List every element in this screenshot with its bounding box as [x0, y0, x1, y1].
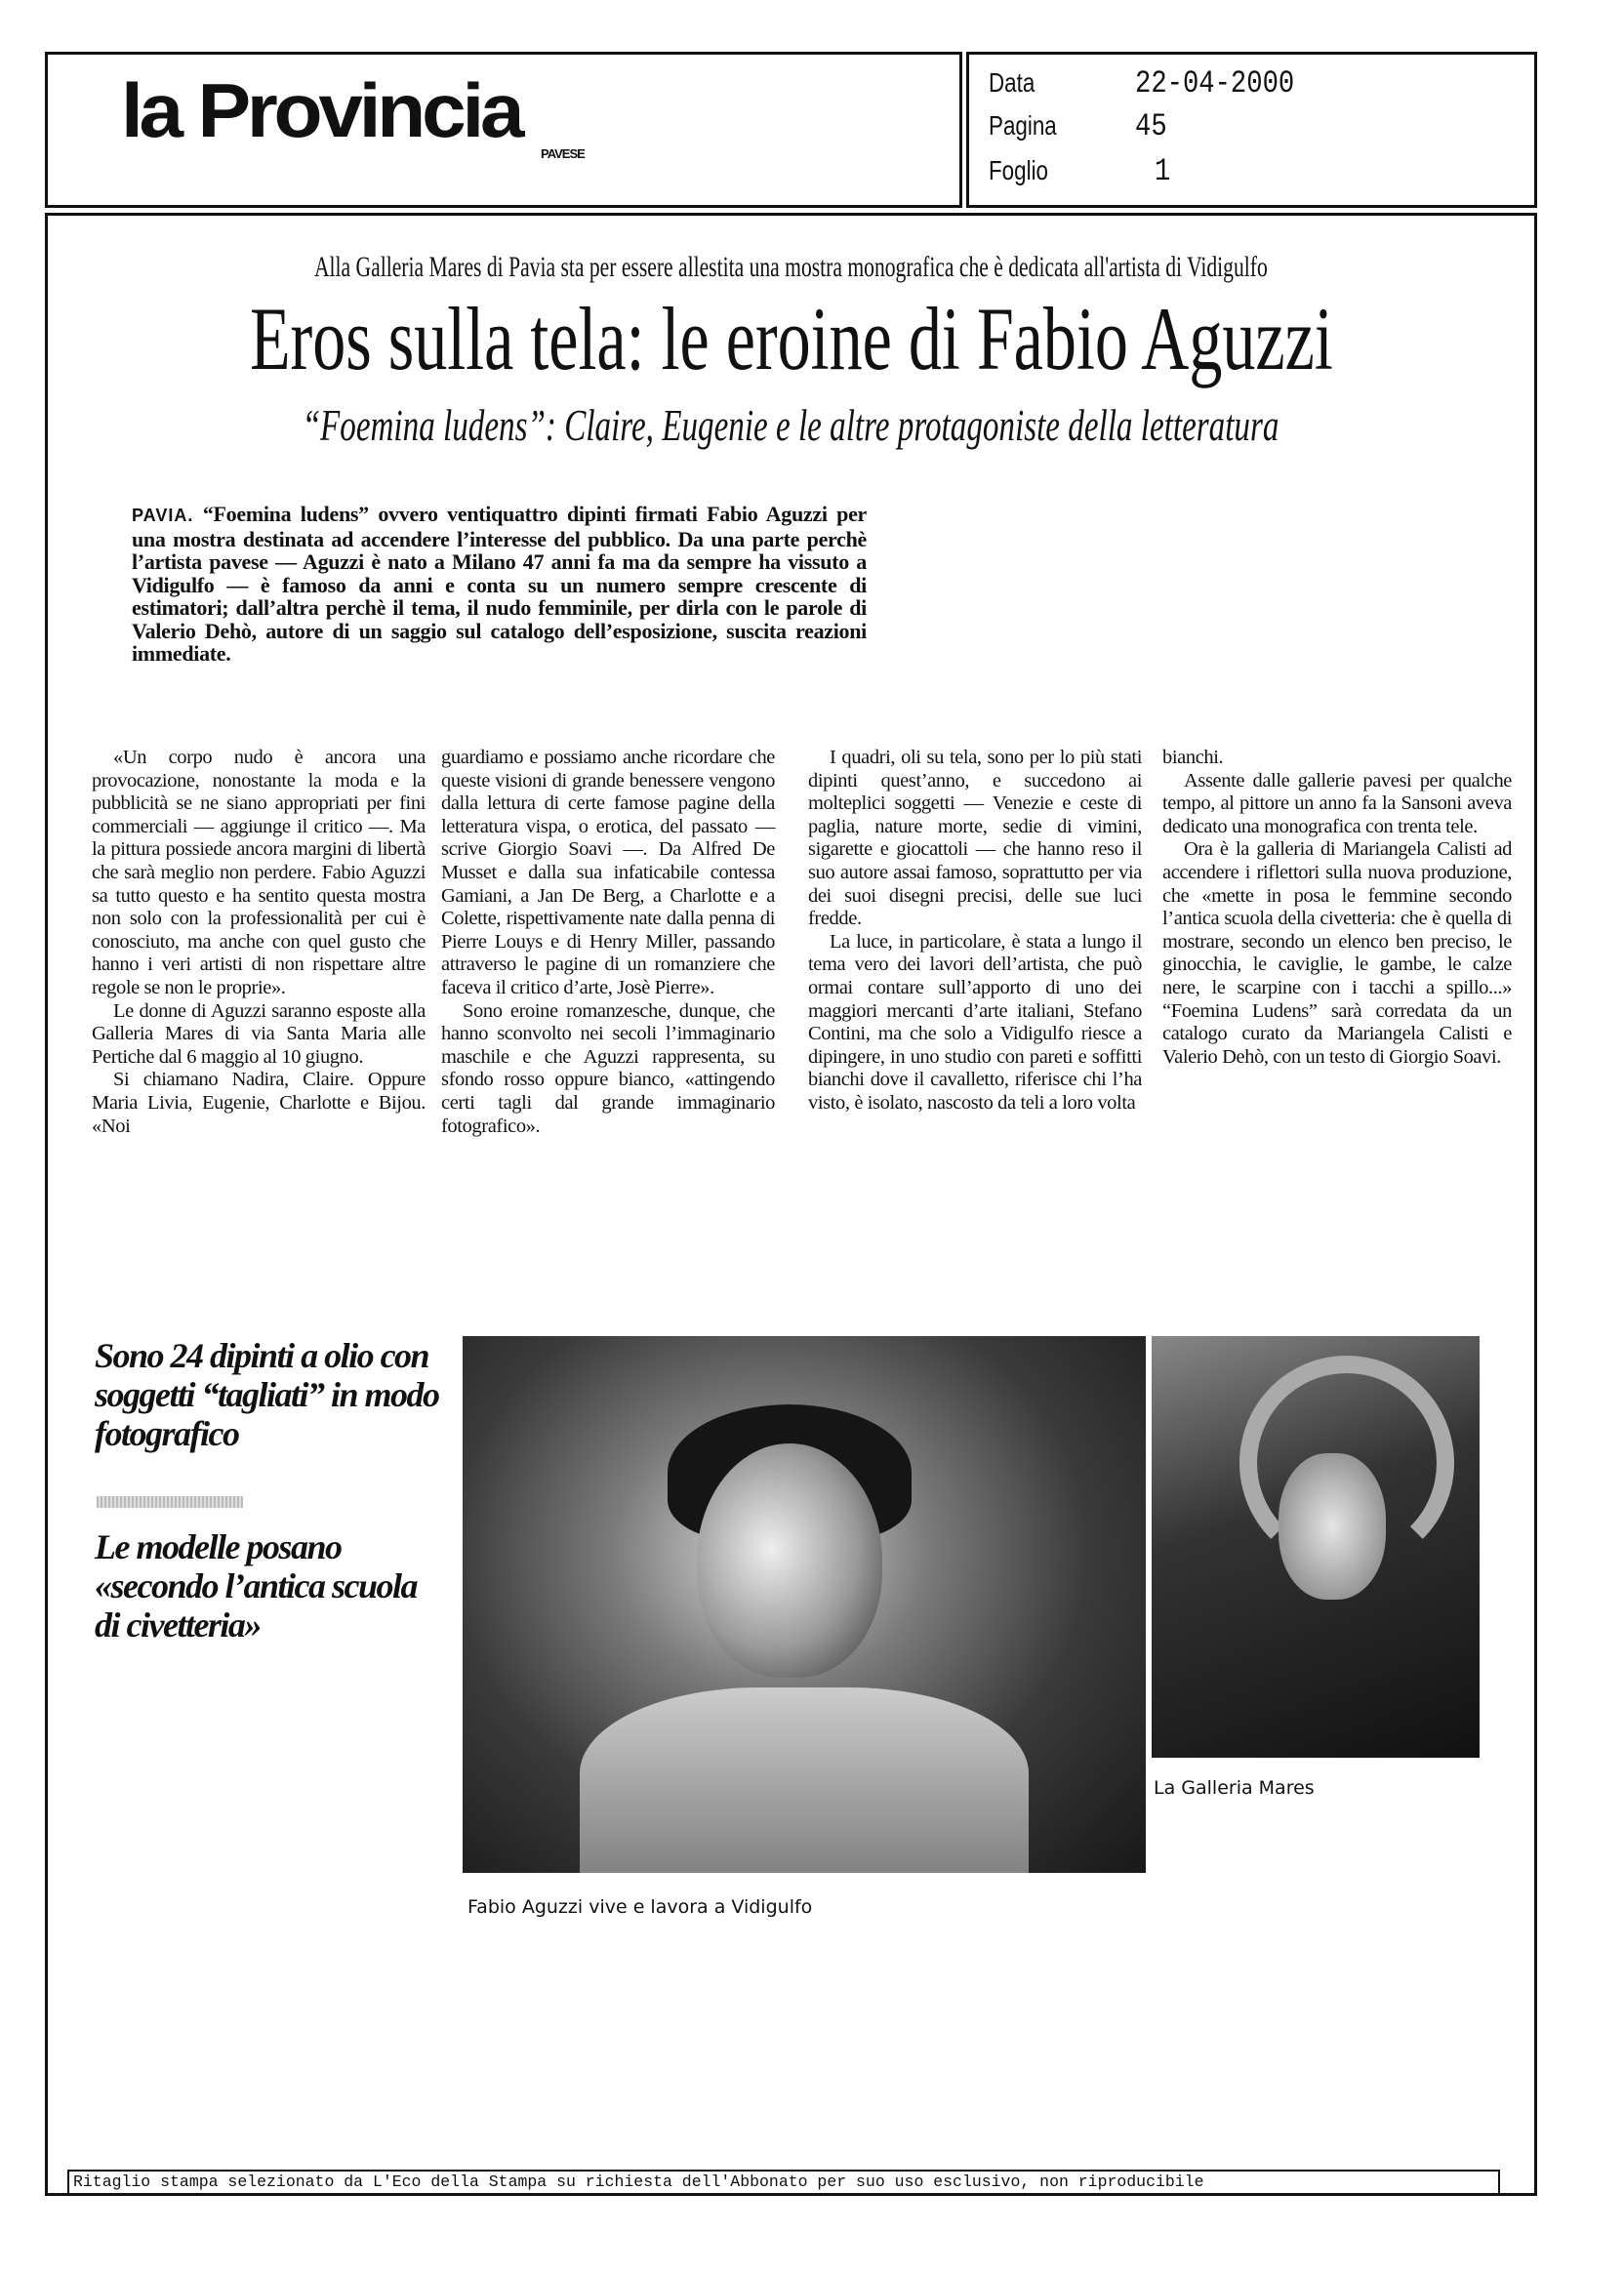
page-label: Pagina — [989, 110, 1057, 141]
headline-text: Eros sulla tela: le eroine di Fabio Aguzzi — [249, 289, 1333, 388]
dateline: PAVIA. — [132, 506, 194, 525]
kicker-text: Alla Galleria Mares di Pavia sta per essere allestita una mostra monografica che è dedicata all'artista di Vidigulfo — [314, 251, 1268, 283]
paragraph: «Un corpo nudo è ancora una provocazione, nonostante la moda e la pubblicità se ne siano appropriati per fini commerciali — aggiunge il critico —. Ma la pittura possiede ancora margini di libertà che sarà meglio non perdere. Fabio Aguzzi sa tutto questo e ha sentito questa mostra non solo con la professionalità per cui è conosciuto, ma anche con quel gusto che hanno i veri artisti di non rispettare altre regole se non le proprie». — [92, 747, 426, 998]
paragraph: Assente dalle gallerie pavesi per qualche tempo, al pittore un anno fa la Sansoni aveva dedicato una monografica con trenta tele. — [1162, 769, 1512, 837]
subheadline-text: “Foemina ludens”: Claire, Eugenie e le altre protagoniste della letteratura — [303, 400, 1279, 450]
paragraph: guardiamo e possiamo anche ricordare che queste visioni di grande benessere vengono dalla lettura di certe famose pagine della letteratura vispa, o erotica, del passato — scrive Giorgio Soavi —. Da Alfred De Musset e dalla sua infaticabile contessa Gamiani, a Jan De Berg, a Charlotte e a Colette, rispettivamente nate dalla penna di Pierre Louys e di Henry Miller, passando attraverso le pagine di un romanziere che faceva il critico d’arte, Josè Pierre». — [441, 747, 775, 998]
artist-photo-caption: Fabio Aguzzi vive e lavora a Vidigulfo — [467, 1896, 813, 1918]
paragraph: Si chiamano Nadira, Claire. Oppure Maria Livia, Eugenie, Charlotte e Bijou. «Noi — [92, 1069, 426, 1137]
photo-detail — [697, 1443, 882, 1678]
artist-photo — [463, 1336, 1146, 1873]
subheadline — [48, 400, 1534, 450]
lead-text: “Foemina ludens” ovvero ventiquattro dipinti firmati Fabio Aguzzi per una mostra destinata ad accendere l’interesse del pubblico. Da una parte perchè l’artista pavese — Aguzzi è nato a Milano 47 anni fa ma da sempre ha vissuto a Vidigulfo — è famoso da anni e conta su un numero sempre crescente di estimatori; dall’altra perchè il tema, il nudo femminile, per dirla con le parole di Valerio Dehò, autore di un saggio sul catalogo dell’esposizione, suscita reazioni immediate. — [132, 502, 867, 666]
paragraph: Ora è la galleria di Mariangela Calisti ad accendere i riflettori sulla nuova produzione, che «mette in posa le femmine secondo l’antica scuola della civetteria: che è quella di mostrare, secondo un elenco ben preciso, le ginocchia, le caviglie, le gambe, le calze nere, le scarpine con i tacchi a spillo...» “Foemina Ludens” sarà corredata da un catalogo curato da Mariangela Calisti e Valerio Dehò, con un testo di Giorgio Soavi. — [1162, 838, 1512, 1068]
column-3 — [808, 747, 1142, 1116]
separator-bar — [97, 1496, 243, 1508]
paragraph: I quadri, oli su tela, sono per lo più stati dipinti quest’anno, e succedono ai molteplici soggetti — Venezie e ceste di paglia, nature morte, sedie di vimini, sigarette e giocattoli — che hanno reso il suo autore assai famoso, soprattutto per via dei suoi disegni precisi, delle sue luci fredde. — [808, 747, 1142, 930]
pullquote-1: Sono 24 dipinti a olio con soggetti “tagliati” in modo fotografico — [95, 1336, 439, 1453]
article-box — [45, 213, 1537, 2196]
kicker — [48, 251, 1534, 284]
date-label: Data — [989, 67, 1035, 98]
lead-paragraph — [132, 503, 867, 666]
clipping-notice: Ritaglio stampa selezionato da L'Eco della Stampa su richiesta dell'Abbonato per suo uso esclusivo, non riproducibile — [67, 2170, 1500, 2195]
gallery-photo — [1152, 1336, 1480, 1758]
masthead-box — [45, 52, 962, 208]
gallery-photo-caption: La Galleria Mares — [1154, 1777, 1315, 1799]
meta-page — [989, 108, 1172, 144]
column-2 — [441, 747, 775, 1138]
meta-date — [989, 65, 1322, 102]
paragraph: Sono eroine romanzesche, dunque, che hanno sconvolto nei secoli l’immaginario maschile e che Aguzzi rappresenta, su sfondo rosso oppure bianco, «attingendo certi tagli dal grande immaginario fotografico». — [441, 999, 775, 1137]
paragraph: La luce, in particolare, è stata a lungo il tema vero dei lavori dell’artista, che può ormai contare sull’apporto di uno dei maggiori mercanti d’arte italiani, Stefano Contini, ma che solo a Vidigulfo riesce a dipingere, in uno studio con pareti e soffitti bianchi dove il cavalletto, riferisce chi l’ha visto, è isolato, nascosto da teli a loro volta — [808, 930, 1142, 1114]
pullquote-2: Le modelle posano «secondo l’antica scuola di civetteria» — [95, 1527, 417, 1645]
headline — [48, 289, 1534, 388]
photo-detail — [580, 1687, 1029, 1873]
date-value: 22-04-2000 — [1135, 65, 1295, 102]
paragraph: bianchi. — [1162, 747, 1224, 768]
page-value: 45 — [1135, 108, 1167, 144]
meta-sheet — [989, 153, 1173, 189]
paragraph: Le donne di Aguzzi saranno esposte alla Galleria Mares di via Santa Maria alle Pertiche dal 6 maggio al 10 giugno. — [92, 999, 426, 1068]
photo-detail — [1279, 1453, 1386, 1600]
sheet-label: Foglio — [989, 155, 1049, 185]
newspaper-logo: la Provincia — [121, 67, 521, 153]
sheet-value: 1 — [1155, 153, 1171, 189]
newspaper-logo-subtitle: PAVESE — [541, 146, 585, 161]
column-4 — [1162, 747, 1512, 1069]
metadata-box — [966, 52, 1537, 208]
column-1 — [92, 747, 426, 1138]
